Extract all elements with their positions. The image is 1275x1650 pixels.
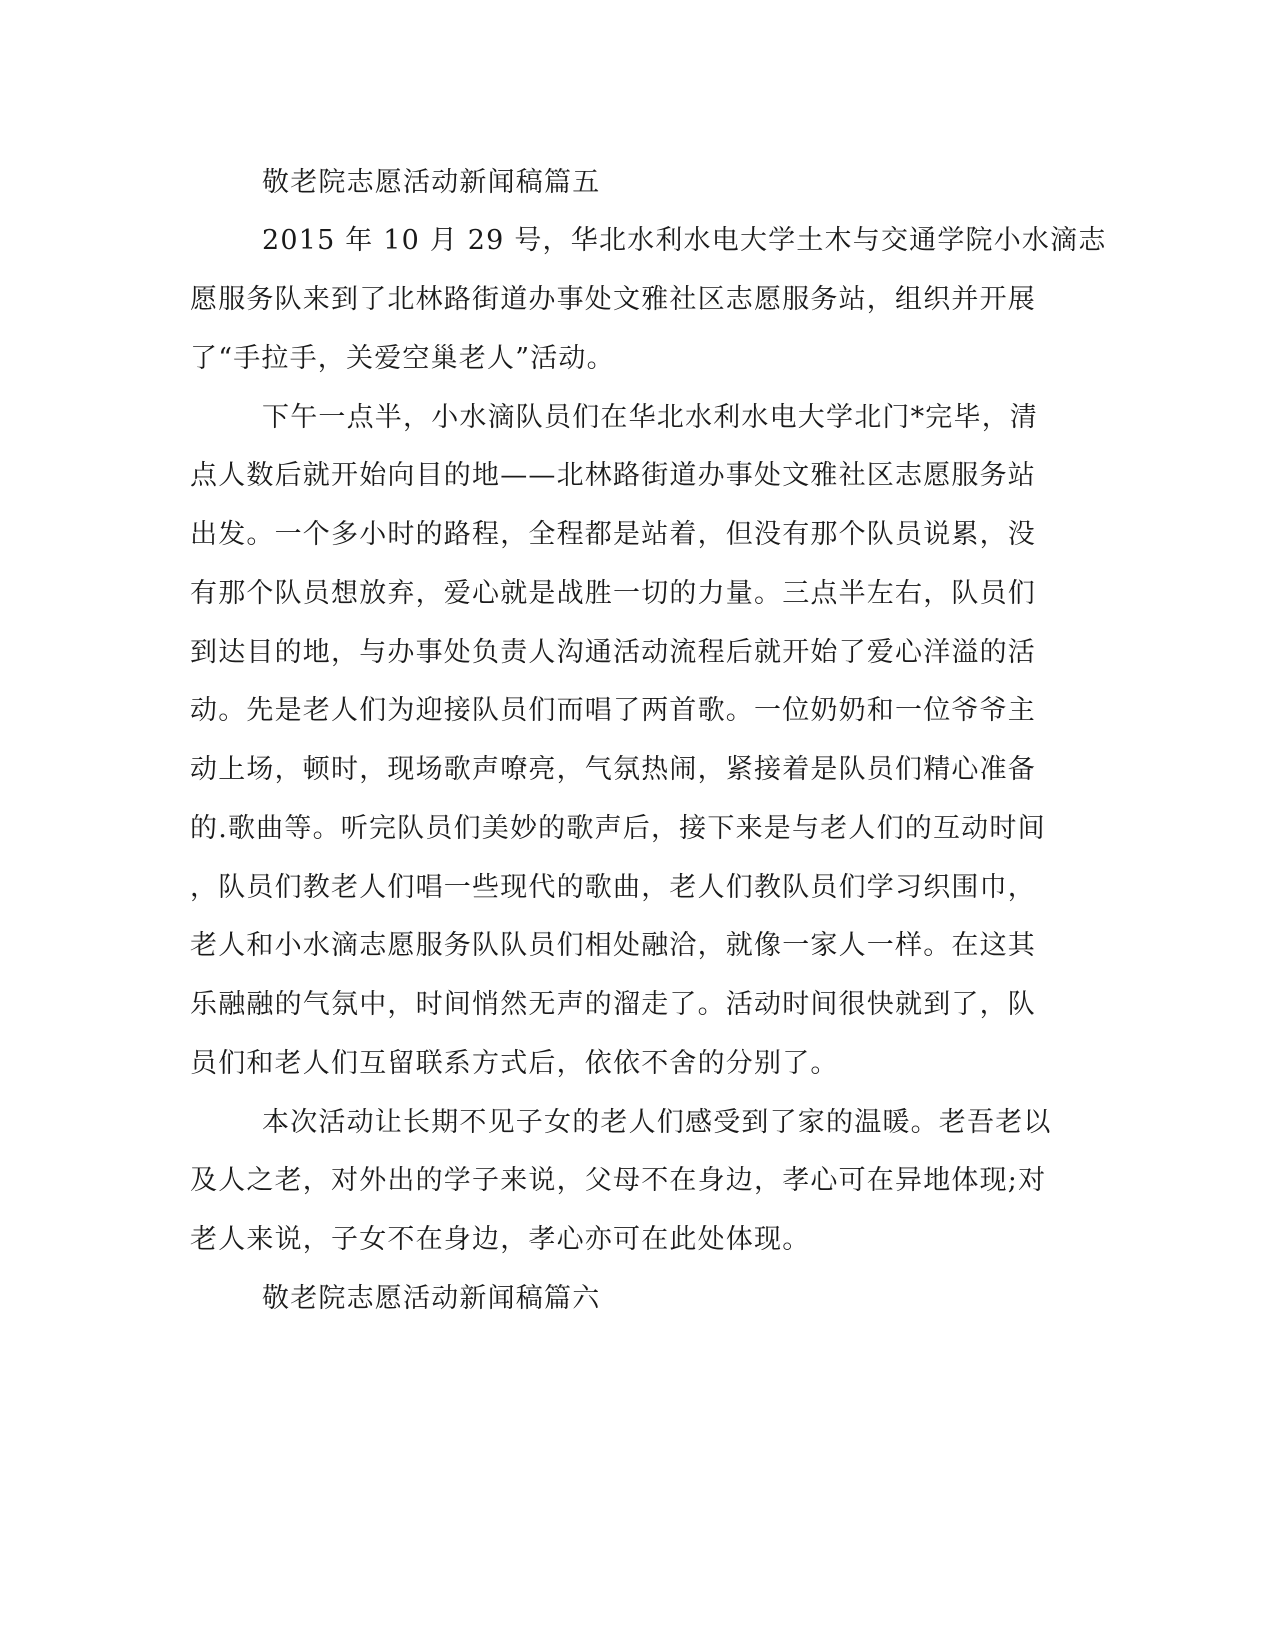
paragraph-line: 的.歌曲等。听完队员们美妙的歌声后，接下来是与老人们的互动时间 [190, 813, 1046, 844]
paragraph-line: 动上场，顿时，现场歌声嘹亮，气氛热闹，紧接着是队员们精心准备 [190, 754, 1036, 785]
section-heading-6: 敬老院志愿活动新闻稿篇六 [262, 1283, 601, 1314]
paragraph-line: 老人来说，子女不在身边，孝心亦可在此处体现。 [190, 1224, 811, 1255]
paragraph-line: 有那个队员想放弃，爱心就是战胜一切的力量。三点半左右，队员们 [190, 578, 1036, 609]
paragraph-line: 老人和小水滴志愿服务队队员们相处融洽，就像一家人一样。在这其 [190, 930, 1036, 961]
paragraph-line: 出发。一个多小时的路程，全程都是站着，但没有那个队员说累，没 [190, 519, 1036, 550]
paragraph-line: 本次活动让长期不见子女的老人们感受到了家的温暖。老吾老以 [262, 1107, 1052, 1138]
paragraph-line: 愿服务队来到了北林路街道办事处文雅社区志愿服务站，组织并开展 [190, 284, 1036, 315]
paragraph-line: 2015 年 10 月 29 号，华北水利水电大学土木与交通学院小水滴志 [262, 225, 1107, 256]
paragraph-line: 点人数后就开始向目的地——北林路街道办事处文雅社区志愿服务站 [190, 460, 1036, 491]
paragraph-line: 到达目的地，与办事处负责人沟通活动流程后就开始了爱心洋溢的活 [190, 637, 1036, 668]
paragraph-line: ，队员们教老人们唱一些现代的歌曲，老人们教队员们学习织围巾， [190, 872, 1036, 903]
paragraph-line: 动。先是老人们为迎接队员们而唱了两首歌。一位奶奶和一位爷爷主 [190, 695, 1036, 726]
paragraph-line: 及人之老，对外出的学子来说，父母不在身边，孝心可在异地体现;对 [190, 1165, 1047, 1196]
paragraph-line: 乐融融的气氛中，时间悄然无声的溜走了。活动时间很快就到了，队 [190, 989, 1036, 1020]
paragraph-line: 了“手拉手，关爱空巢老人”活动。 [190, 343, 615, 374]
paragraph-line: 下午一点半，小水滴队员们在华北水利水电大学北门*完毕，清 [262, 402, 1039, 433]
paragraph-line: 员们和老人们互留联系方式后，依依不舍的分别了。 [190, 1048, 839, 1079]
section-heading-5: 敬老院志愿活动新闻稿篇五 [262, 167, 601, 198]
